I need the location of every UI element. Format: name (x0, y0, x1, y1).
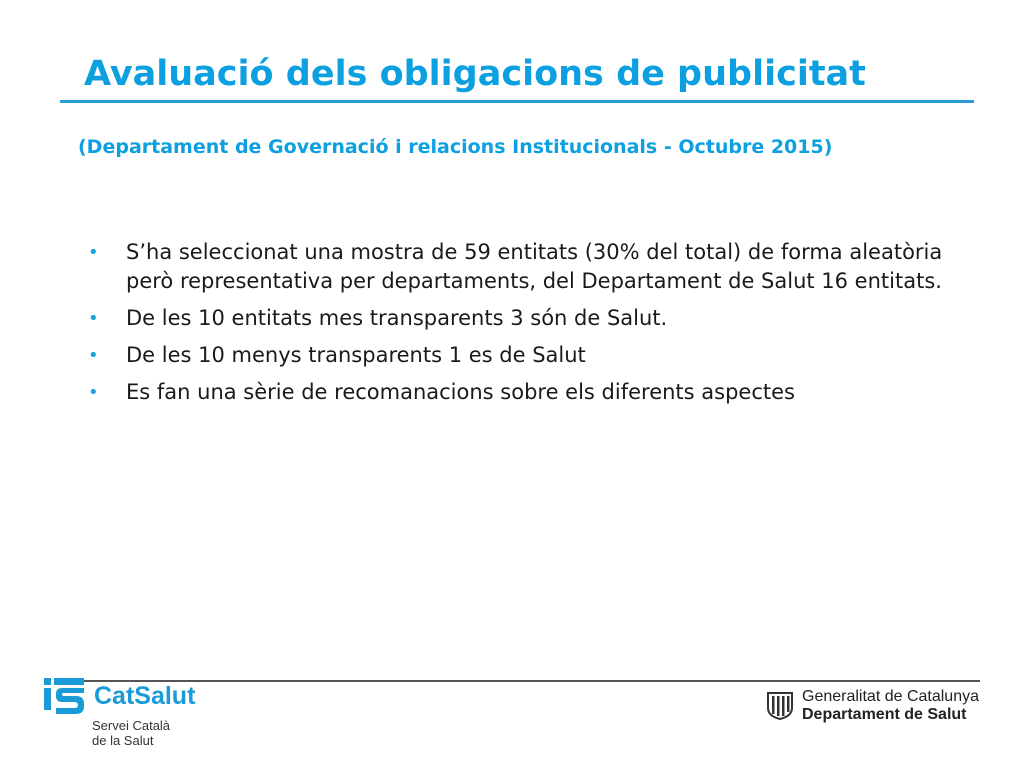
bullet-text: De les 10 menys transparents 1 es de Salut (126, 343, 586, 367)
bullet-icon: • (88, 382, 99, 403)
slide-title: Avaluació dels obligacions de publicitat (84, 54, 866, 94)
generalitat-text (802, 688, 979, 724)
bullet-item (88, 304, 988, 333)
generalitat-name: Generalitat de Catalunya (802, 688, 979, 705)
generalitat-shield-icon (766, 690, 794, 720)
slide-subtitle: (Departament de Governació i relacions Institucionals - Octubre 2015) (78, 136, 833, 158)
bullet-text: Es fan una sèrie de recomanacions sobre els diferents aspectes (126, 380, 795, 404)
catsalut-subtitle (92, 718, 170, 748)
bullet-item (88, 341, 988, 370)
title-underline (60, 100, 974, 103)
catsalut-subtitle-line: Servei Català (92, 718, 171, 733)
bullet-text: De les 10 entitats mes transparents 3 són de Salut. (126, 306, 668, 330)
catsalut-wordmark: CatSalut (90, 682, 199, 711)
bullet-icon: • (88, 345, 99, 366)
catsalut-logo (40, 672, 230, 752)
bullet-icon: • (88, 308, 99, 329)
bullet-text: S’ha seleccionat una mostra de 59 entitats (30% del total) de forma aleatòria però representativa per departaments, del Departament de Salut 16 entitats. (126, 240, 943, 293)
catsalut-logo-mark-icon (44, 674, 88, 718)
bullet-list (88, 238, 988, 415)
bullet-item (88, 378, 988, 407)
bullet-item (88, 238, 988, 296)
generalitat-logo (762, 684, 1002, 724)
catsalut-subtitle-line: de la Salut (92, 733, 154, 748)
department-name: Departament de Salut (802, 706, 967, 723)
bullet-icon: • (88, 242, 99, 263)
